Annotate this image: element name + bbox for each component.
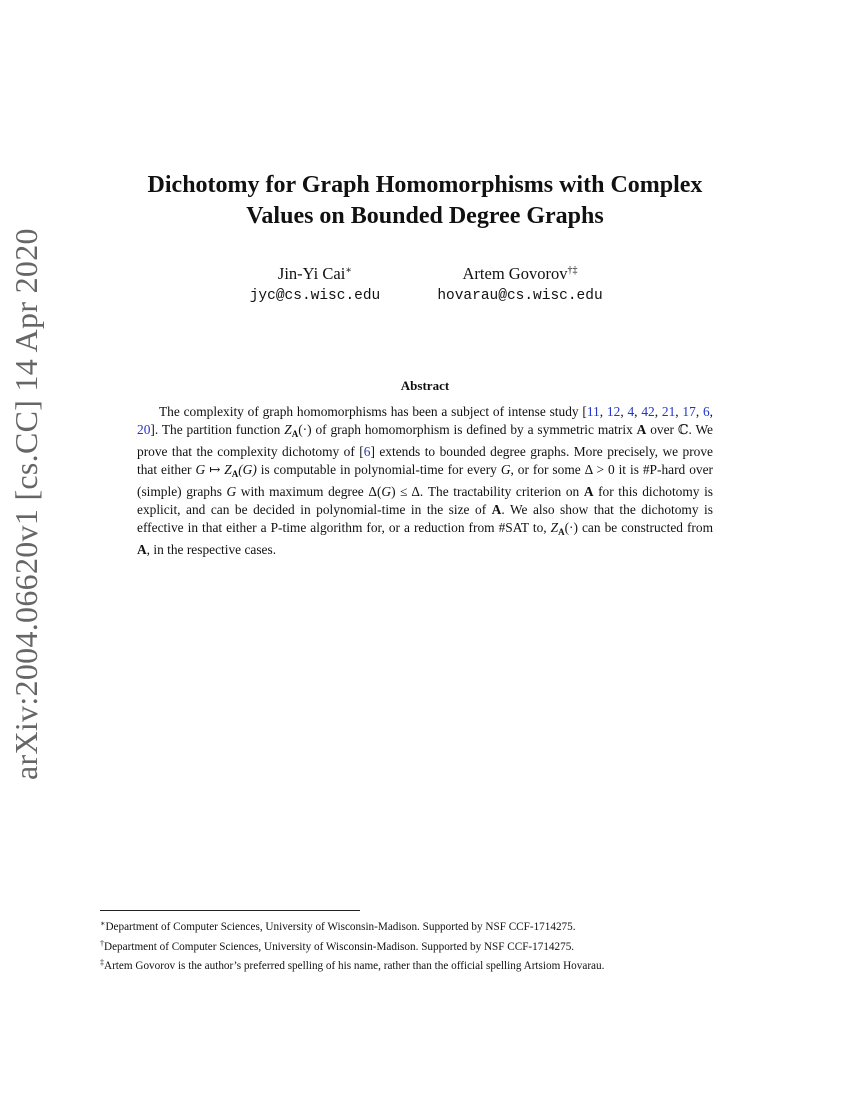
citation-link[interactable]: 17	[682, 404, 696, 419]
author-name: Artem Govorov	[462, 264, 568, 283]
footnote: ‡Artem Govorov is the author’s preferred spelling of his name, rather than the official spelling Artsiom Hovarau.	[100, 958, 605, 972]
citation-link[interactable]: 6	[363, 444, 371, 460]
arxiv-identifier-stamp: arXiv:2004.06620v1 [cs.CC] 14 Apr 2020	[8, 228, 44, 780]
math-matrix-a: A	[636, 421, 647, 437]
author-name: Jin-Yi Cai	[277, 264, 346, 283]
citation-link[interactable]: 6	[702, 404, 710, 419]
abstract-heading: Abstract	[400, 378, 450, 393]
author-email[interactable]: jyc@cs.wisc.edu	[249, 288, 381, 304]
author-email[interactable]: hovarau@cs.wisc.edu	[437, 288, 603, 304]
citation-link[interactable]: 20	[137, 421, 151, 437]
footnote-divider	[100, 910, 360, 911]
abstract-body	[137, 403, 713, 559]
author-footnote-mark[interactable]: †‡	[567, 265, 578, 276]
math-partition-function: $Z_A$	[284, 421, 299, 439]
citation-link[interactable]: 21	[661, 404, 676, 419]
footnote: †Department of Computer Sciences, University of Wisconsin-Madison. Supported by NSF CCF-1714275.	[100, 938, 575, 953]
title-line-2: Values on Bounded Degree Graphs	[246, 203, 604, 229]
author-block-cai	[225, 260, 405, 307]
author-footnote-mark[interactable]: ∗	[345, 265, 353, 276]
citation-link[interactable]: 42	[641, 404, 655, 419]
title-line-1: Dichotomy for Graph Homomorphisms with Complex	[147, 172, 703, 198]
math-partition-function: $Z_A$	[550, 519, 565, 537]
citation-link[interactable]: 11	[586, 404, 600, 419]
author-block-govorov	[425, 260, 615, 307]
citation-link[interactable]: 4	[627, 404, 635, 419]
footnote: ∗Department of Computer Sciences, University of Wisconsin-Madison. Supported by NSF CCF-1714275.	[100, 919, 576, 933]
paper-title	[95, 170, 755, 232]
citation-link[interactable]: 12	[606, 404, 621, 419]
abstract-paragraph: The complexity of graph homomorphisms has been a subject of intense study [11, 12, 4, 42, 21, 17, 6, 20]. The partition function $Z_A(\cdot)$ of graph homomorphism is defined by a symmetric matrix A over ℂ. We prove that the complexity dichotomy of [6] extends to bounded degree graphs. More precisely, we prove that either G ↦ $Z_A(G)$ is computable in polynomial-time for every G, or for some Δ > 0 it is #P-hard over (simple) graphs G with maximum degree Δ(G) ≤ Δ. The tractability criterion on A for this dichotomy is explicit, and can be decided in polynomial-time in the size of A. We also show that the dichotomy is effective in that either a P-time algorithm for, or a reduction from #SAT to, $Z_A(\cdot)$ can be constructed from A, in the respective cases.	[137, 404, 714, 558]
footnotes	[100, 916, 760, 975]
math-mapping: G ↦ $Z_A(G)$	[195, 461, 257, 479]
